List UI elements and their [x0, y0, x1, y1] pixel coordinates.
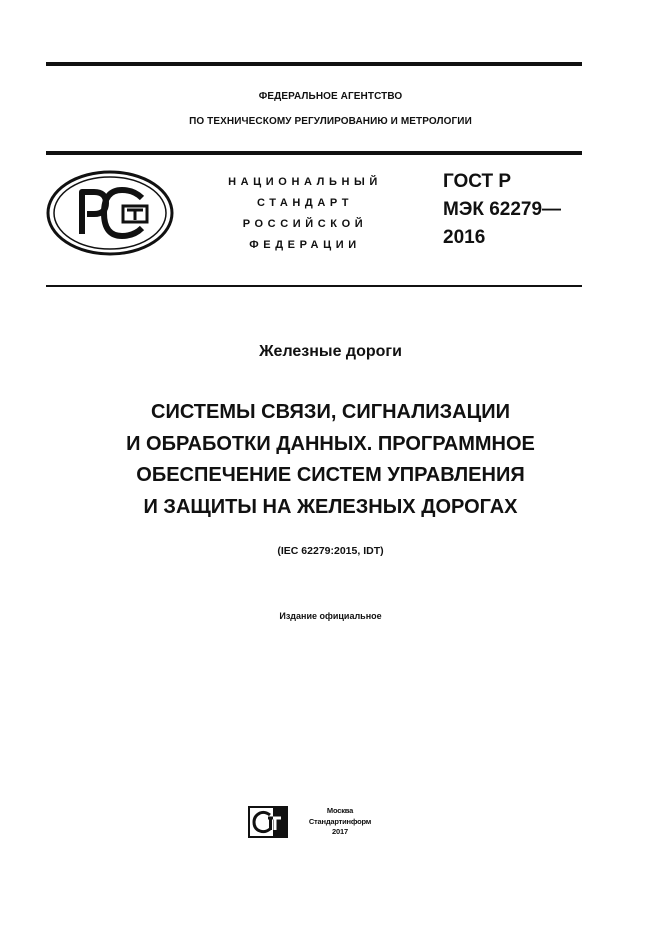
standard-type-line-2: СТАНДАРТ [256, 197, 354, 209]
agency-line-1: ФЕДЕРАЛЬНОЕ АГЕНТСТВО [258, 91, 403, 102]
document-subject: Железные дороги [259, 343, 402, 360]
publisher-name: Стандартинформ [308, 816, 372, 826]
document-title [0, 397, 661, 523]
document-number-line-1: ГОСТ Р [443, 171, 512, 192]
iec-reference: (IEC 62279:2015, IDT) [277, 545, 384, 557]
title-line-4: И ЗАЩИТЫ НА ЖЕЛЕЗНЫХ ДОРОГАХ [143, 495, 518, 518]
agency-line-2: ПО ТЕХНИЧЕСКОМУ РЕГУЛИРОВАНИЮ И МЕТРОЛОГИИ [189, 116, 472, 127]
standard-type-line-3: РОССИЙСКОЙ [242, 218, 368, 230]
header-rule [46, 151, 582, 155]
document-number [443, 168, 593, 252]
title-line-1: СИСТЕМЫ СВЯЗИ, СИГНАЛИЗАЦИИ [151, 401, 510, 423]
document-number-line-2: МЭК 62279— [443, 199, 562, 220]
standard-rule [46, 285, 582, 287]
standartinform-logo-icon [248, 806, 288, 838]
standard-type-line-1: НАЦИОНАЛЬНЫЙ [228, 176, 382, 188]
publisher-city: Москва [326, 806, 354, 815]
edition-label: Издание официальное [279, 611, 382, 621]
title-line-3: ОБЕСПЕЧЕНИЕ СИСТЕМ УПРАВЛЕНИЯ [136, 464, 525, 486]
top-rule [46, 62, 582, 66]
publisher-block [292, 806, 388, 838]
standard-type-line-4: ФЕДЕРАЦИИ [249, 239, 361, 251]
title-line-2: И ОБРАБОТКИ ДАННЫХ. ПРОГРАММНОЕ [126, 432, 535, 455]
standard-type-block [205, 172, 405, 256]
rst-certification-logo-icon [46, 170, 174, 256]
document-number-line-3: 2016 [443, 227, 486, 248]
publisher-year: 2017 [332, 827, 348, 836]
